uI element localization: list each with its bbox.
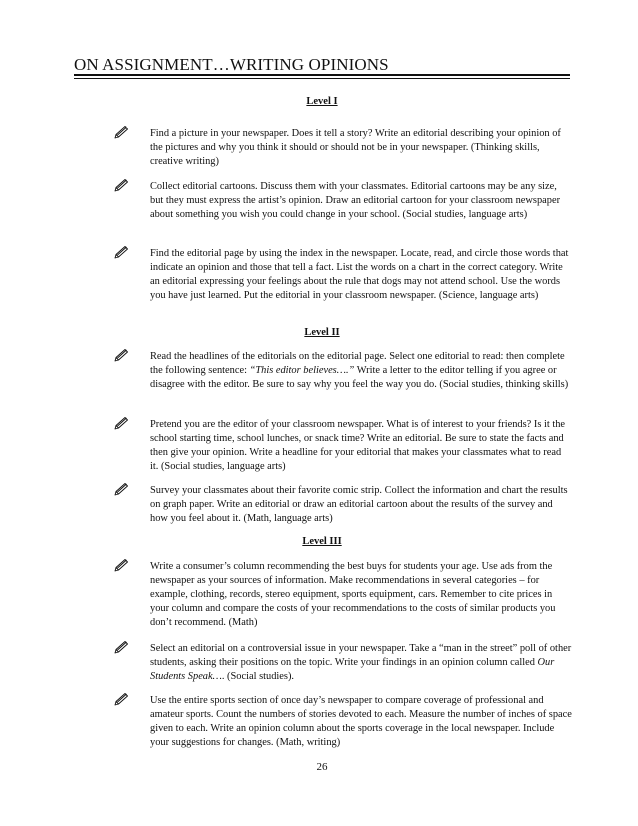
pencil-icon <box>114 126 128 139</box>
activity-text: Find the editorial page by using the index in the newspaper. Locate, read, and circle those words that indicate an opinion and those that tell a fact. List the words on a chart in the correct category. Write an editorial expressing your feelings about the rule that dogs may not attend school. Use the words you have just learned. Put the editorial in your classroom newspaper. (Science, language arts) <box>150 248 569 301</box>
pencil-icon <box>114 559 128 572</box>
activity-text: Find a picture in your newspaper. Does it tell a story? Write an editorial describing your opinion of the pictures and why you think it should or should not be in your newspaper. (Thinking skills, creative writing) <box>150 128 561 167</box>
activity-text-italic: Our Students Speak… <box>150 657 555 682</box>
pencil-icon <box>114 693 128 706</box>
level-heading: Level I <box>306 96 338 107</box>
activity-text <box>150 642 572 684</box>
activity-text <box>150 350 572 392</box>
activity-text: Use the entire sports section of once day’s newspaper to compare coverage of professional and amateur sports. Count the numbers of stories devoted to each. Measure the number of inches of space given to each. Write an opinion column about the sports coverage in the local newspaper. Include your suggestions for changes. (Math, writing) <box>150 695 572 748</box>
activity-text-part: Read the headlines of the editorials on the editorial page. Select one editorial to read: then complete the following sentence: <box>150 351 565 376</box>
page-number: 26 <box>316 761 328 773</box>
activity-text: Collect editorial cartoons. Discuss them with your classmates. Editorial cartoons may be any size, but they must express the artist’s opinion. Draw an editorial cartoon for your classroom newspaper about something you wish you could change in your school. (Social studies, language arts) <box>150 181 561 220</box>
activity-text-italic: “This editor believes….” <box>249 365 355 376</box>
title-rule-thin <box>74 78 570 79</box>
title-rule-thick <box>74 74 570 76</box>
activity-text-part: . (Social studies). <box>221 671 295 682</box>
activity-text: Write a consumer’s column recommending the best buys for students your age. Use ads from the newspaper as your sources of information. Make recommendations in several categories – for example, clothing, records, stereo equipment, sports equipment, cars. Remember to cite prices in your column and compare the costs of your recommendations to the costs of similar products you don’t recommend. (Math) <box>150 561 556 628</box>
activity-text: Survey your classmates about their favorite comic strip. Collect the information and chart the results on graph paper. Write an editorial or draw an editorial cartoon about the results of the survey and how you feel about it. (Math, language arts) <box>150 485 568 524</box>
pencil-icon <box>114 349 128 362</box>
page-title: ON ASSIGNMENT…WRITING OPINIONS <box>74 55 389 74</box>
pencil-icon <box>114 246 128 259</box>
pencil-icon <box>114 179 128 192</box>
activity-text: Pretend you are the editor of your classroom newspaper. What is of interest to your friends? Is it the school starting time, school lunches, or snack time? Write an editorial. Be sure to state the facts and then give your opinion. Write a headline for your editorial that makes your classmates what to read it. (Social studies, language arts) <box>150 419 566 472</box>
pencil-icon <box>114 641 128 654</box>
level-heading: Level III <box>302 536 342 547</box>
pencil-icon <box>114 417 128 430</box>
pencil-icon <box>114 483 128 496</box>
level-heading: Level II <box>304 327 340 338</box>
activity-text-part: Write a letter to the editor telling if you agree or disagree with the editor. Be sure to say why you feel the way you do. (Social studies, thinking skills) <box>150 365 569 390</box>
activity-text-part: Select an editorial on a controversial issue in your newspaper. Take a “man in the street” poll of other students, asking their positions on the topic. Write your findings in an opinion column called <box>150 643 572 668</box>
